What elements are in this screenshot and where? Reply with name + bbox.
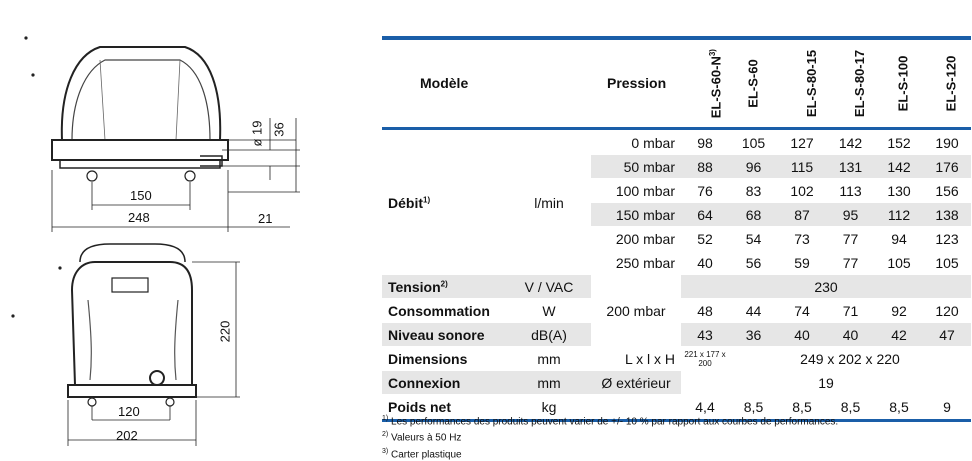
debit-unit: l/min bbox=[507, 131, 591, 275]
consommation-row: Consommation W 200 mbar 48 44 74 71 92 120 bbox=[382, 299, 971, 323]
footnote-3: $^{3)}$ Carter plastique bbox=[382, 447, 462, 460]
niveau-row: Niveau sonore dB(A) 43 36 40 40 42 47 bbox=[382, 323, 971, 347]
header-model-1: $EL-S-60-N^{3)}$ bbox=[681, 40, 729, 127]
header-model: Modèle bbox=[382, 40, 507, 127]
connexion-row: Connexion mm Ø extérieur 19 bbox=[382, 371, 971, 395]
top-view-base bbox=[52, 140, 228, 160]
header-pressure: Pression bbox=[591, 40, 681, 127]
header-model-5: EL-S-100 bbox=[875, 40, 923, 127]
header-model-2: EL-S-60 bbox=[729, 40, 778, 127]
dimensions-row: Dimensions mm L x l x H 221 x 177 x 200 249 x 202 x 220 bbox=[382, 347, 971, 371]
dim-220: 220 bbox=[217, 320, 233, 343]
footnote-1: $^{1)}$ Les performances des produits peuvent varier de +/- 10 % par rapport aux courbes de performances. bbox=[382, 415, 839, 428]
technical-drawings bbox=[0, 0, 360, 460]
top-view-body bbox=[62, 47, 220, 140]
debit-row-4: 200 mbar 52 54 73 77 94 123 bbox=[382, 227, 971, 251]
header-model-4: EL-S-80-17 bbox=[826, 40, 875, 127]
dim-150: 150 bbox=[130, 188, 152, 203]
header-model-3: EL-S-80-15 bbox=[778, 40, 826, 127]
debit-label: Débit$^{1)}$ bbox=[382, 131, 507, 275]
debit-row-2: 100 mbar 76 83 102 113 130 156 bbox=[382, 179, 971, 203]
footnote-2: $^{2)}$ Valeurs à 50 Hz bbox=[382, 431, 462, 444]
dim-202: 202 bbox=[116, 428, 138, 443]
spec-table-container bbox=[382, 36, 971, 422]
footnotes bbox=[382, 412, 838, 461]
debit-row-3: 150 mbar 64 68 87 95 112 138 bbox=[382, 203, 971, 227]
spec-table bbox=[382, 40, 971, 419]
debit-row-5: 250 mbar 40 56 59 77 105 105 bbox=[382, 251, 971, 275]
poids-row: Poids net kg 4,4 8,5 8,5 8,5 8,5 9 bbox=[382, 395, 971, 419]
debit-row-1: 50 mbar 88 96 115 131 142 176 bbox=[382, 155, 971, 179]
header-model-6: EL-S-120 bbox=[923, 40, 971, 127]
debit-row-0: Débit$^{1)}$ l/min 0 mbar 98 105 127 142 152 190 bbox=[382, 131, 971, 155]
pump-drawing-svg bbox=[0, 0, 360, 460]
dim-21: 21 bbox=[258, 211, 273, 226]
dim-120: 120 bbox=[118, 404, 140, 419]
tension-row: Tension$^{2)}$ V / VAC 230 bbox=[382, 275, 971, 299]
dim-dia-19: ø 19 bbox=[249, 120, 265, 147]
dim-248: 248 bbox=[128, 210, 150, 225]
dim-36: 36 bbox=[271, 122, 287, 137]
